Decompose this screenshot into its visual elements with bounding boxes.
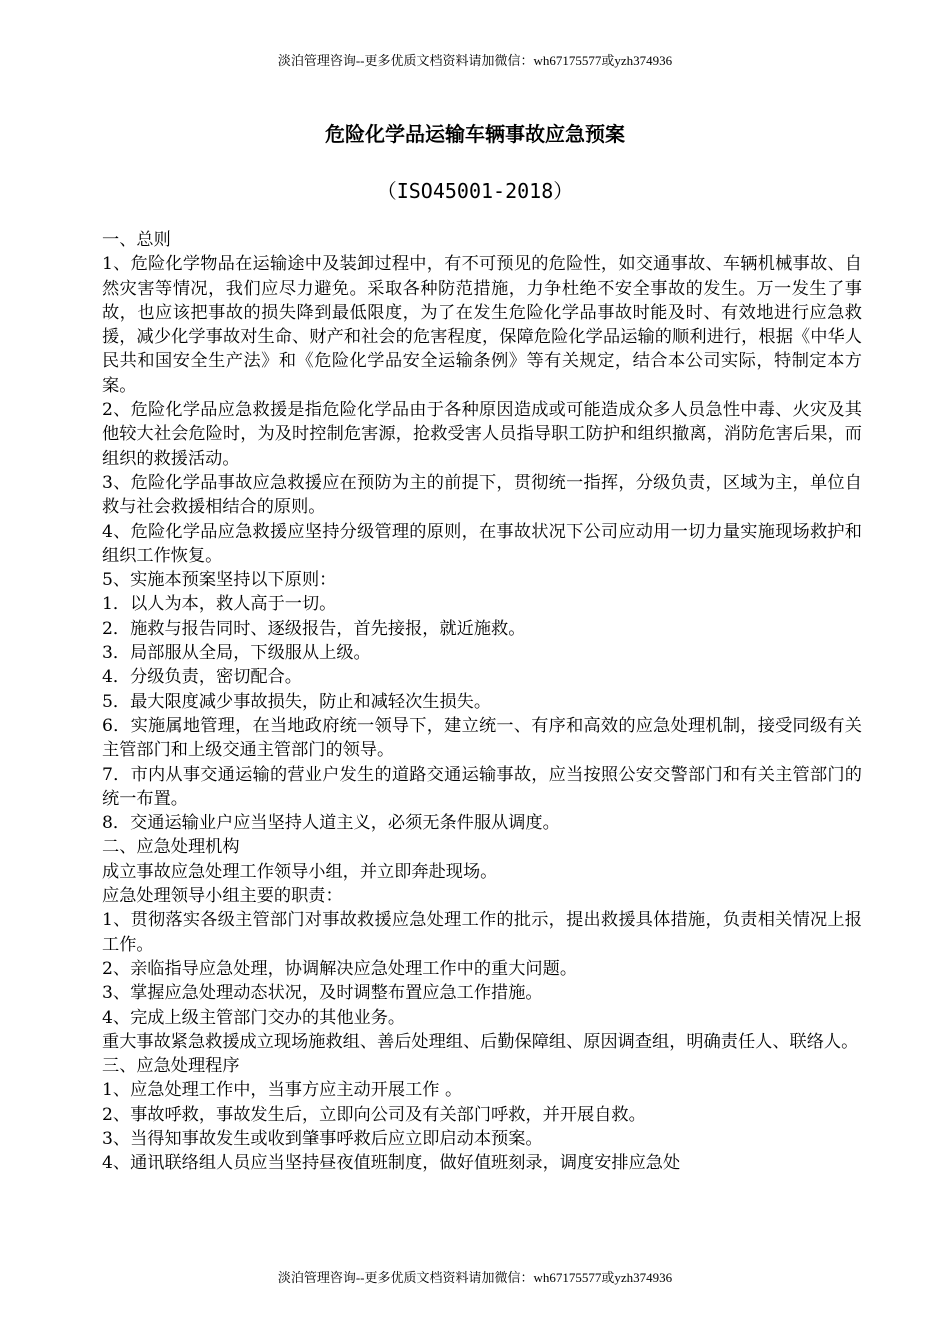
section-heading: 一、总则 <box>102 230 171 250</box>
list-item: 4、完成上级主管部门交办的其他业务。 <box>102 1007 406 1028</box>
paragraph: 1、危险化学物品在运输途中及装卸过程中，有不可预见的危险性，如交通事故、车辆机械事故、自然灾害等情况，我们应尽力避免。采取各种防范措施，力争杜绝不安全事故的发生。万一发生了事故，也应该把事故的损失降到最低限度，为了在发生危险化学品事故时能及时、有效地进行应急救援，减少化学事故对生命、财产和社会的危害程度，保障危险化学品运输的顺利进行，根据《中华人民共和国安全生产法》和《危险化学品安全运输条例》等有关规定，结合本公司实际，特制定本方案。 <box>102 254 862 396</box>
paragraph: 4、危险化学品应急救援应坚持分级管理的原则，在事故状况下公司应动用一切力量实施现场救护和组织工作恢复。 <box>102 521 862 566</box>
paragraph: 应急处理领导小组主要的职责： <box>102 886 343 907</box>
list-item: 1、应急处理工作中，当事方应主动开展工作 。 <box>102 1080 463 1101</box>
document-subtitle: （ISO45001-2018） <box>376 179 574 203</box>
list-item: 3、掌握应急处理动态状况，及时调整布置应急工作措施。 <box>102 983 543 1004</box>
section-heading: 二、应急处理机构 <box>102 837 240 858</box>
list-item: 7．市内从事交通运输的营业户发生的道路交通运输事故，应当按照公安交警部门和有关主管部门的统一布置。 <box>102 764 862 809</box>
list-item: 2．施救与报告同时、逐级报告，首先接报，就近施救。 <box>102 618 526 639</box>
paragraph: 2、危险化学品应急救援是指危险化学品由于各种原因造成或可能造成众多人员急性中毒、火灾及其他较大社会危险时，为及时控制危害源，抢救受害人员指导职工防护和组织撤离，消防危害后果，而组织的救援活动。 <box>102 400 862 469</box>
list-item: 4、通讯联络组人员应当坚持昼夜值班制度，做好值班刻录，调度安排应急处 <box>102 1153 681 1174</box>
list-item: 2、亲临指导应急处理，协调解决应急处理工作中的重大问题。 <box>102 958 578 979</box>
list-item: 6．实施属地管理，在当地政府统一领导下，建立统一、有序和高效的应急处理机制，接受同级有关主管部门和上级交通主管部门的领导。 <box>102 715 862 761</box>
paragraph: 5、实施本预案坚持以下原则： <box>102 570 337 591</box>
list-item: 1、贯彻落实各级主管部门对事故救援应急处理工作的批示，提出救援具体措施，负责相关情况上报工作。 <box>102 910 862 955</box>
list-item: 5．最大限度减少事故损失，防止和减轻次生损失。 <box>102 691 492 712</box>
list-item: 1．以人为本，救人高于一切。 <box>102 594 337 615</box>
paragraph: 3、危险化学品事故应急救援应在预防为主的前提下，贯彻统一指挥，分级负责，区域为主，单位自救与社会救援相结合的原则。 <box>102 472 862 518</box>
document-title: 危险化学品运输车辆事故应急预案 <box>325 122 625 146</box>
list-item: 3、当得知事故发生或收到肇事呼救后应立即启动本预案。 <box>102 1128 543 1149</box>
paragraph: 重大事故紧急救援成立现场施救组、善后处理组、后勤保障组、原因调查组，明确责任人、联络人。 <box>102 1031 859 1052</box>
section-heading: 三、应急处理程序 <box>102 1056 240 1077</box>
list-item: 8．交通运输业户应当坚持人道主义，必须无条件服从调度。 <box>102 813 560 834</box>
page-header: 淡泊管理咨询--更多优质文档资料请加微信：wh67175577或yzh374936 <box>277 53 673 68</box>
page-footer: 淡泊管理咨询--更多优质文档资料请加微信：wh67175577或yzh374936 <box>277 1270 673 1285</box>
paragraph: 成立事故应急处理工作领导小组，并立即奔赴现场。 <box>102 861 498 882</box>
document-body <box>102 228 862 1176</box>
list-item: 3．局部服从全局，下级服从上级。 <box>102 643 371 664</box>
list-item: 2、事故呼救，事故发生后，立即向公司及有关部门呼救，并开展自救。 <box>102 1104 646 1125</box>
list-item: 4．分级负责，密切配合。 <box>102 667 302 688</box>
